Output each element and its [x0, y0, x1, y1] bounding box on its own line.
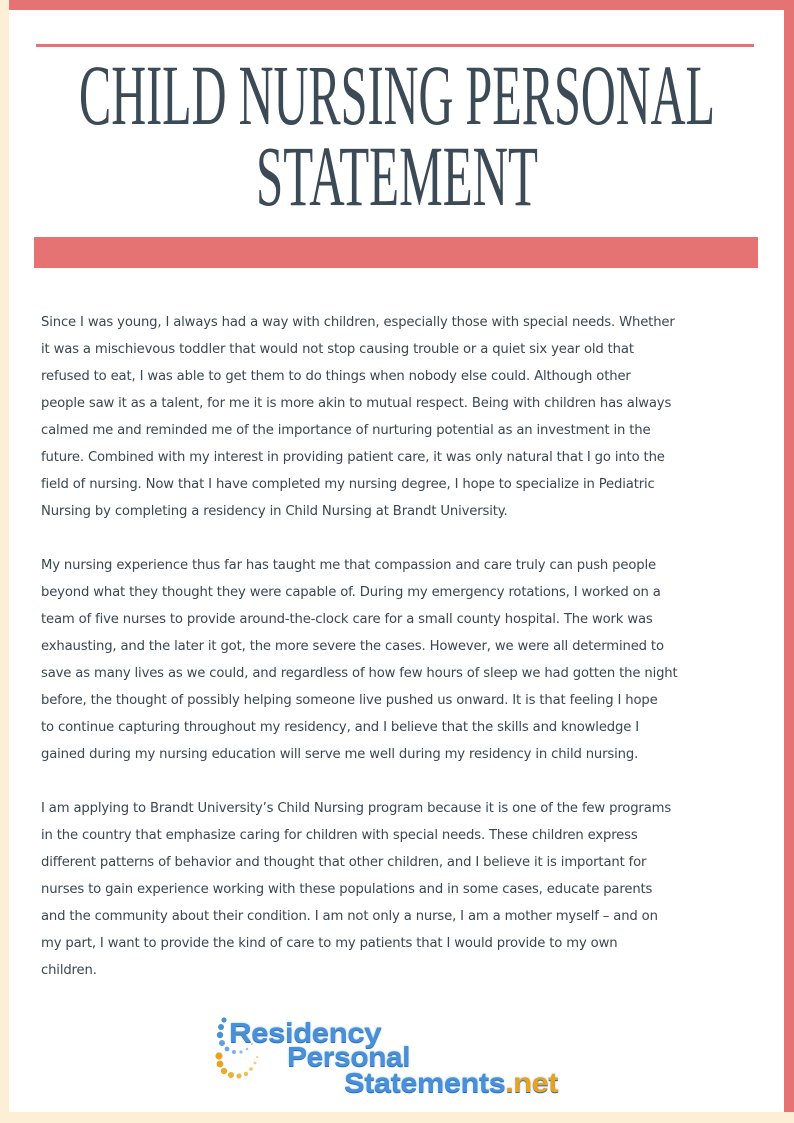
text-line: save as many lives as we could, and regardless of how few hours of sleep we had gotten the night [41, 666, 678, 681]
page-title-svg-2 [252, 128, 542, 224]
text-line: exhausting, and the later it got, the more severe the cases. However, we were all determined to [41, 639, 664, 654]
paragraph-2 [41, 552, 753, 768]
text-line: My nursing experience thus far has taught me that compassion and care truly can push people [41, 558, 656, 573]
logo-word-residency: Residency [229, 1017, 383, 1048]
text-line: gained during my nursing education will serve me well during my residency in child nursing. [41, 747, 639, 762]
text-line: and the community about their condition. I am not only a nurse, I am a mother myself – and on [41, 909, 658, 924]
text-line: before, the thought of possibly helping someone live pushed us onward. It is that feeling I hope [41, 693, 658, 708]
logo-suffix-net: .net [505, 1067, 553, 1098]
text-line: to continue capturing throughout my residency, and I believe that the skills and knowledge I [41, 720, 639, 735]
text-line: future. Combined with my interest in providing patient care, it was only natural that I go into the [41, 450, 665, 465]
text-line: nurses to gain experience working with these populations and in some cases, educate parents [41, 882, 653, 897]
page-title-text-2: STATEMENT [256, 128, 538, 224]
text-line: beyond what they thought they were capable of. During my emergency rotations, I worked on a [41, 585, 661, 600]
page-title-line-1 [0, 47, 794, 143]
text-line: Since I was young, I always had a way with children, especially those with special needs. Whether [41, 315, 675, 330]
page-title-svg-1 [77, 47, 717, 143]
text-line: my part, I want to provide the kind of care to my patients that I would provide to my own [41, 936, 618, 951]
statement-body [41, 309, 753, 1011]
text-line: calmed me and reminded me of the importance of nurturing potential as an investment in the [41, 423, 651, 438]
page-title-text-1: CHILD NURSING PERSONAL [79, 47, 715, 143]
title-bottom-band [34, 237, 758, 268]
paragraph-1 [41, 309, 753, 525]
bottom-border [0, 1112, 794, 1123]
text-line: refused to eat, I was able to get them to do things when nobody else could. Although other [41, 369, 631, 384]
text-line: field of nursing. Now that I have completed my nursing degree, I hope to specialize in Pediatric [41, 477, 655, 492]
logo-word-statements-group [344, 1067, 558, 1098]
text-line: Nursing by completing a residency in Child Nursing at Brandt University. [41, 504, 508, 519]
text-line: different patterns of behavior and thought that other children, and I believe it is important for [41, 855, 647, 870]
text-line: team of five nurses to provide around-the-clock care for a small county hospital. The work was [41, 612, 653, 627]
text-line: I am applying to Brandt University’s Child Nursing program because it is one of the few programs [41, 801, 672, 816]
text-line: children. [41, 963, 97, 978]
logo-word-statements-text: Statements [344, 1067, 490, 1098]
text-line: people saw it as a talent, for me it is more akin to mutual respect. Being with children has always [41, 396, 672, 411]
page-title-line-2 [0, 128, 794, 224]
logo-word-statements-svg [344, 1067, 564, 1099]
top-border [9, 0, 794, 10]
residency-personal-statements-logo[interactable] [213, 1012, 573, 1102]
text-line: it was a mischievous toddler that would not stop causing trouble or a quiet six year old that [41, 342, 634, 357]
paragraph-3 [41, 795, 753, 984]
logo-word-personal: Personal [287, 1041, 410, 1072]
text-line: in the country that emphasize caring for children with special needs. These children express [41, 828, 638, 843]
